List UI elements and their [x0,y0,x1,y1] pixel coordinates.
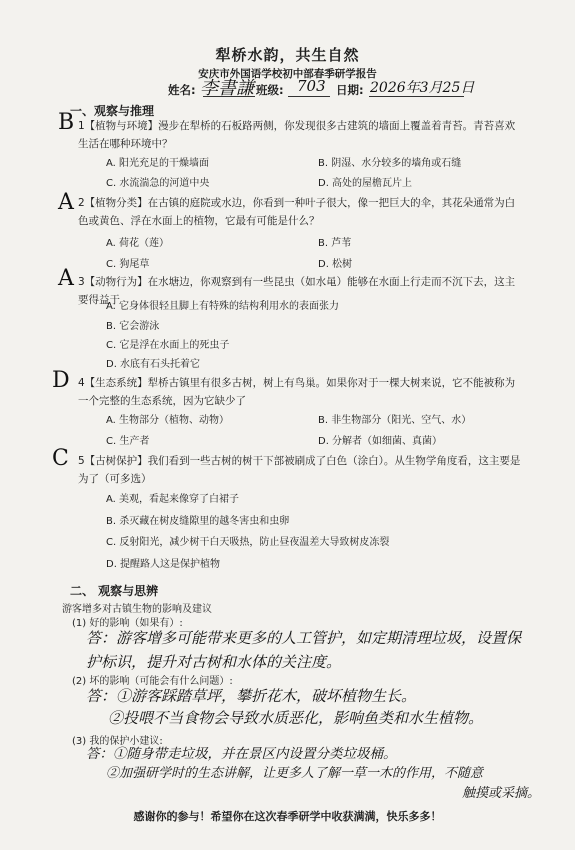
item-3-answer-line-2: ②加强研学时的生态讲解，让更多人了解一草一木的作用，不随意 [106,766,484,781]
section-2-title: 二、 观察与思辨 [70,584,159,598]
answer-mark-q5: C [52,446,69,471]
name-label: 姓名: [168,83,196,97]
section-1-title: 一、观察与推理 [70,104,155,118]
q4-option-a: A. 生物部分（植物、动物） [106,415,230,426]
question-3: 3【动物行为】在水塘边，你观察到有一些昆虫（如水黾）能够在水面上行走而不沉下去，这主要得益于 [78,276,516,306]
item-2-answer-line-1: 答：①游客踩踏草坪，攀折花木，破坏植物生长。 [86,687,417,705]
q2-option-c: C. 狗尾草 [106,259,150,270]
question-4: 4【生态系统】犁桥古镇里有很多古树，树上有鸟巢。如果你对于一棵大树来说，它不能被称为一个完整的生态系统，因为它缺少了 [78,377,516,407]
q3-option-d: D. 水底有石头托着它 [106,359,201,370]
q1-option-c: C. 水流湍急的河道中央 [106,178,210,189]
q1-option-a: A. 阳光充足的干燥墙面 [106,158,210,169]
q3-option-b: B. 它会游泳 [106,321,160,332]
q1-option-d: D. 高处的屋檐瓦片上 [318,178,413,189]
item-1-label: (1) 好的影响（如果有）: [72,618,183,629]
answer-mark-q3: A [58,266,74,291]
date-value: 2026年3月25日 [370,80,475,96]
section-2-intro: 游客增多对古镇生物的影响及建议 [62,604,212,615]
q5-option-c: C. 反射阳光，减少树干白天吸热，防止昼夜温差大导致树皮冻裂 [106,537,390,548]
name-value: 李書謙 [200,78,254,99]
item-2-answer-line-2: ②投喂不当食物会导致水质恶化，影响鱼类和水生植物。 [108,709,484,727]
q1-option-b: B. 阴湿、水分较多的墙角或石缝 [318,158,462,169]
answer-mark-q4: D [52,368,70,393]
class-value: 703 [297,77,326,95]
item-3-answer-line-1: 答：①随身带走垃圾，并在景区内设置分类垃圾桶。 [86,746,397,762]
answer-mark-q2: A [58,190,74,215]
q2-option-d: D. 松树 [318,259,353,270]
q5-option-a: A. 美观，看起来像穿了白裙子 [106,494,240,505]
class-label: 班级: [256,83,284,97]
question-2: 2【植物分类】在古镇的庭院或水边，你看到一种叶子很大，像一把巨大的伞，其花朵通常为白色或黄色、浮在水面上的植物，它最有可能是什么？ [78,197,516,227]
item-3-label: (3) 我的保护小建议: [72,736,163,747]
answer-mark-q1: B [58,110,75,135]
q2-option-b: B. 芦苇 [318,238,352,249]
q2-option-a: A. 荷花（莲） [106,238,170,249]
q4-option-c: C. 生产者 [106,436,150,447]
question-1: 1【植物与环境】漫步在犁桥的石板路两侧，你发现很多古建筑的墙面上覆盖着青苔。青苔喜欢生活在哪种环境中？ [78,120,516,150]
q4-option-d: D. 分解者（如细菌、真菌） [318,436,443,447]
thank-you-footer: 感谢你的参与！希望你在这次春季研学中收获满满，快乐多多！ [133,810,442,823]
q3-option-a: A. 它身体很轻且脚上有特殊的结构利用水的表面张力 [106,301,340,312]
question-5: 5【古树保护】我们看到一些古树的树干下部被刷成了白色（涂白）。从生物学角度看，这主要是为了（可多选） [78,455,521,485]
date-label: 日期: [336,83,364,97]
item-3-answer-line-3: 触摸或采摘。 [462,786,541,801]
page-subtitle: 安庆市外国语学校初中部春季研学报告 [198,68,377,80]
q3-option-c: C. 它是浮在水面上的死虫子 [106,340,230,351]
q5-option-b: B. 杀灭藏在树皮缝隙里的越冬害虫和虫卵 [106,516,290,527]
page-title: 犁桥水韵，共生自然 [215,46,360,64]
q5-option-d: D. 提醒路人这是保护植物 [106,559,221,570]
item-2-label: (2) 坏的影响（可能会有什么问题）: [72,676,233,687]
q4-option-b: B. 非生物部分（阳光、空气、水） [318,415,472,426]
item-1-answer: 答：游客增多可能带来更多的人工管护，如定期清理垃圾，设置保护标识，提升对古树和水体的关注度。 [86,629,522,671]
